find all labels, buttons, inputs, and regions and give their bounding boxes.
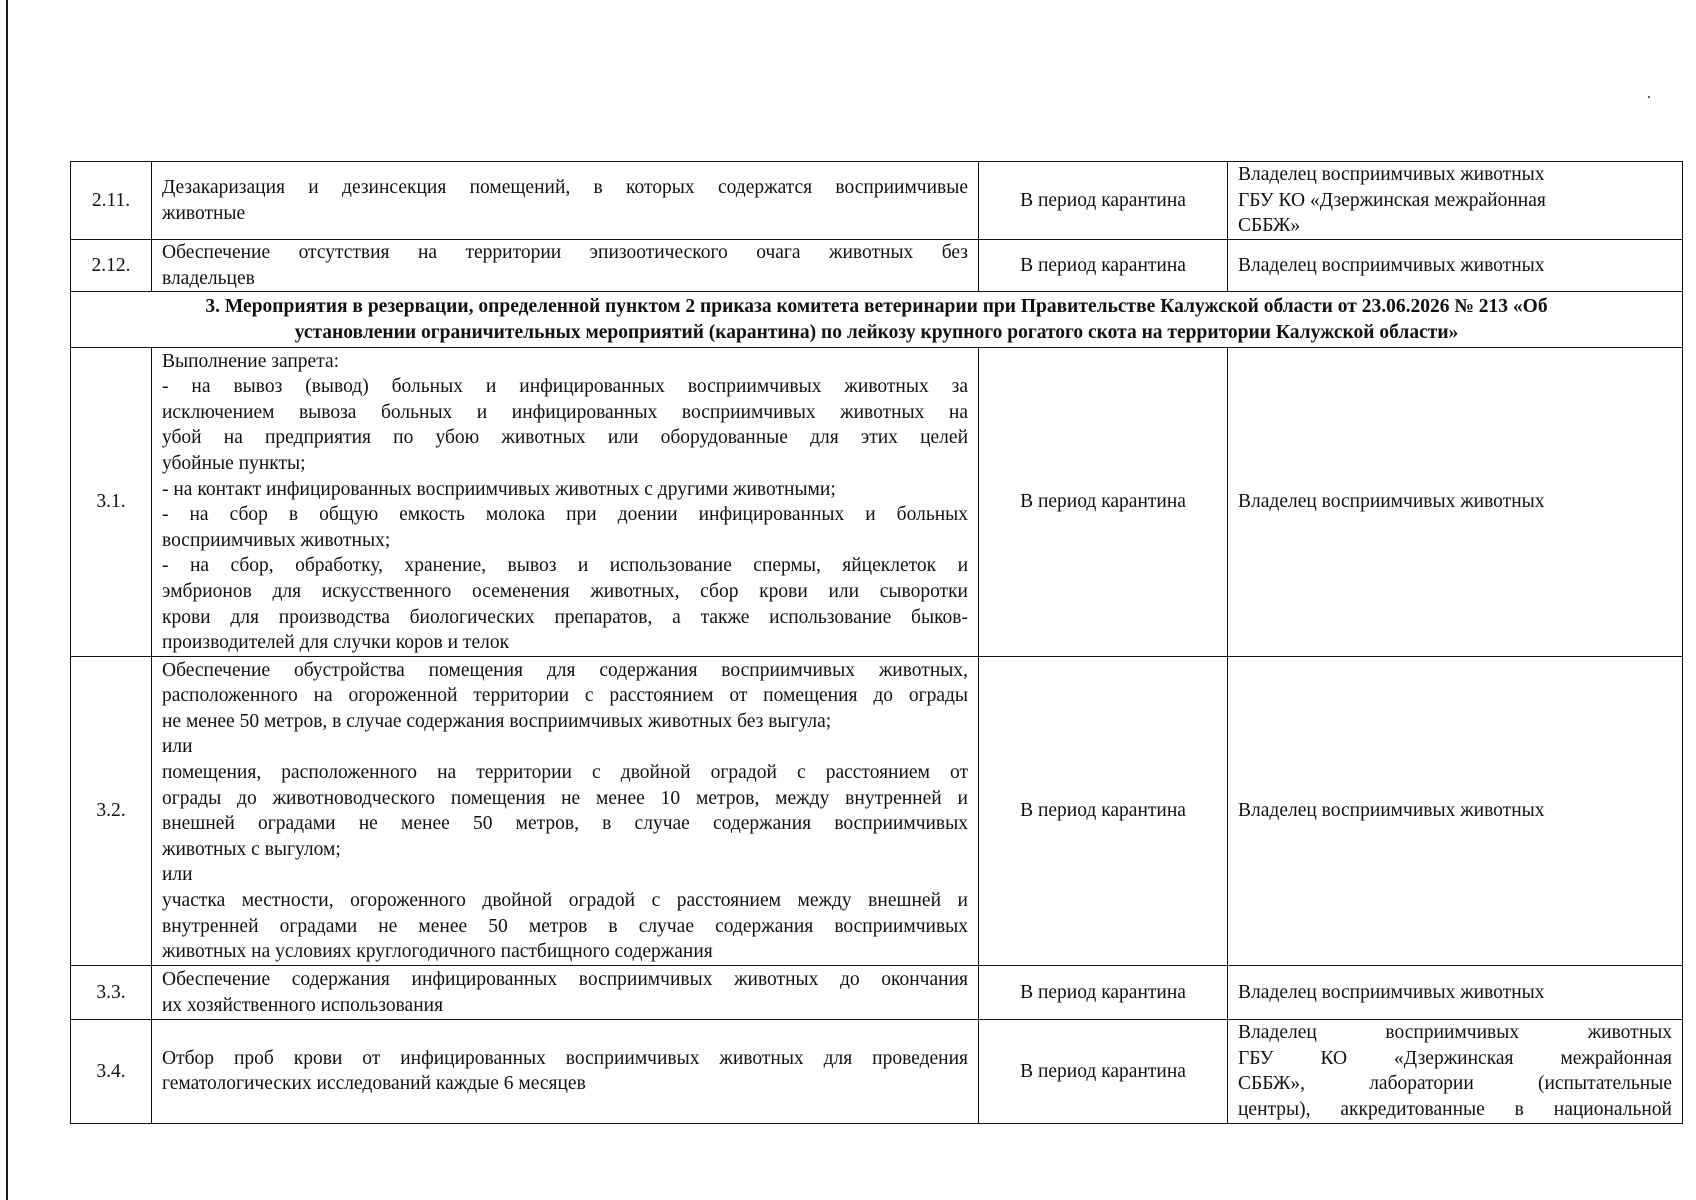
text-line: - на вывоз (вывод) больных и инфицированных восприимчивых животных за bbox=[162, 376, 968, 398]
text-line: производителей для случки коров и телок bbox=[162, 632, 510, 654]
table-row bbox=[71, 240, 1683, 292]
text-line: крови для производства биологических препаратов, а также использование быков- bbox=[162, 606, 968, 628]
text-line: восприимчивых животных; bbox=[162, 529, 391, 551]
scan-speck bbox=[1648, 96, 1650, 98]
responsible bbox=[1228, 657, 1683, 966]
text-line: животных с выгулом; bbox=[162, 838, 341, 860]
table-row bbox=[71, 966, 1683, 1020]
responsible bbox=[1228, 348, 1683, 657]
text-line: убой на предприятия по убою животных или оборудованные для этих целей bbox=[162, 427, 968, 449]
section-header-row bbox=[71, 292, 1683, 348]
text-line: Владелец восприимчивых животных bbox=[1238, 254, 1545, 276]
responsible bbox=[1228, 162, 1683, 240]
row-number: 2.12. bbox=[71, 240, 152, 292]
text-line: их хозяйственного использования bbox=[162, 994, 444, 1016]
row-number: 3.1. bbox=[71, 348, 152, 657]
text-line: убойные пункты; bbox=[162, 453, 306, 474]
text-line: гематологических исследований каждые 6 месяцев bbox=[162, 1073, 586, 1095]
text-line: Дезакаризация и дезинсекция помещений, в которых содержатся восприимчивые bbox=[162, 176, 968, 198]
text-line: Обеспечение обустройства помещения для содержания восприимчивых животных, bbox=[162, 659, 968, 681]
text-line: животные bbox=[162, 202, 246, 224]
row-number: 3.4. bbox=[71, 1020, 152, 1123]
text-line: участка местности, огороженного двойной оградой с расстоянием между внешней и bbox=[162, 889, 968, 911]
text-line: установлении ограничительных мероприятий (карантина) по лейкозу крупного рогатого скота на территории Калужской области» bbox=[294, 321, 1459, 343]
measure-description bbox=[152, 1020, 979, 1123]
table-row bbox=[71, 348, 1683, 657]
scan-edge-line bbox=[6, 0, 8, 1200]
text-line: Владелец восприимчивых животных bbox=[1238, 800, 1545, 822]
table-row bbox=[71, 1020, 1683, 1123]
text-line: внутренней оградами не менее 50 метров в случае содержания восприимчивых bbox=[162, 915, 968, 937]
text-line: исключением вывоза больных и инфицированных восприимчивых животных на bbox=[162, 401, 968, 423]
text-line: Выполнение запрета: bbox=[162, 350, 340, 372]
text-line: ограды до животноводческого помещения не менее 10 метров, между внутренней и bbox=[162, 787, 968, 809]
responsible bbox=[1228, 966, 1683, 1020]
text-line: расположенного на огороженной территории с расстоянием от помещения до ограды bbox=[162, 685, 968, 707]
text-line: не менее 50 метров, в случае содержания восприимчивых животных без выгула; bbox=[162, 710, 832, 732]
period: В период карантина bbox=[979, 162, 1228, 240]
measure-description bbox=[152, 162, 979, 240]
text-line: - на сбор, обработку, хранение, вывоз и использование спермы, яйцеклеток и bbox=[162, 555, 968, 577]
text-line: или bbox=[162, 736, 193, 758]
table-row bbox=[71, 657, 1683, 966]
responsible bbox=[1228, 240, 1683, 292]
text-line: Владелец восприимчивых животных bbox=[1238, 491, 1545, 513]
text-line: ГБУ КО «Дзержинская межрайонная bbox=[1238, 1047, 1672, 1069]
text-line: Владелец восприимчивых животных bbox=[1238, 1022, 1672, 1044]
text-line: эмбрионов для искусственного осеменения животных, сбор крови или сыворотки bbox=[162, 580, 968, 602]
row-number: 2.11. bbox=[71, 162, 152, 240]
text-line: или bbox=[162, 864, 193, 886]
text-line: Обеспечение отсутствия на территории эпизоотического очага животных без bbox=[162, 242, 968, 263]
measure-description bbox=[152, 348, 979, 657]
text-line: - на контакт инфицированных восприимчивых животных с другими животными; bbox=[162, 478, 836, 500]
text-line: животных на условиях круглогодичного пастбищного содержания bbox=[162, 941, 713, 963]
text-line: внешней оградами не менее 50 метров, в случае содержания восприимчивых bbox=[162, 813, 968, 835]
text-line: - на сбор в общую емкость молока при доении инфицированных и больных bbox=[162, 504, 968, 526]
text-line: Владелец восприимчивых животных bbox=[1238, 981, 1545, 1003]
table-row bbox=[71, 162, 1683, 240]
text-line: 3. Мероприятия в резервации, определенной пунктом 2 приказа комитета ветеринарии при Правительстве Калужской области от 23.06.2026 № 213 «Об bbox=[205, 296, 1548, 318]
measure-description bbox=[152, 240, 979, 292]
period: В период карантина bbox=[979, 1020, 1228, 1123]
text-line: Отбор проб крови от инфицированных восприимчивых животных для проведения bbox=[162, 1047, 968, 1069]
text-line: Обеспечение содержания инфицированных восприимчивых животных до окончания bbox=[162, 969, 968, 991]
row-number: 3.3. bbox=[71, 966, 152, 1020]
text-line: ГБУ КО «Дзержинская межрайонная bbox=[1238, 189, 1546, 211]
measure-description bbox=[152, 966, 979, 1020]
text-line: помещения, расположенного на территории с двойной оградой с расстоянием от bbox=[162, 762, 968, 783]
responsible bbox=[1228, 1020, 1683, 1123]
section-title bbox=[71, 292, 1683, 348]
text-line: центры), аккредитованные в национальной bbox=[1238, 1098, 1672, 1120]
text-line: СББЖ» bbox=[1238, 215, 1301, 237]
measure-description bbox=[152, 657, 979, 966]
row-number: 3.2. bbox=[71, 657, 152, 966]
text-line: СББЖ», лаборатории (испытательные bbox=[1238, 1073, 1672, 1095]
text-line: владельцев bbox=[162, 267, 255, 289]
period: В период карантина bbox=[979, 657, 1228, 966]
text-line: Владелец восприимчивых животных bbox=[1238, 164, 1545, 186]
measures-table bbox=[70, 161, 1683, 1124]
period: В период карантина bbox=[979, 348, 1228, 657]
period: В период карантина bbox=[979, 966, 1228, 1020]
period: В период карантина bbox=[979, 240, 1228, 292]
